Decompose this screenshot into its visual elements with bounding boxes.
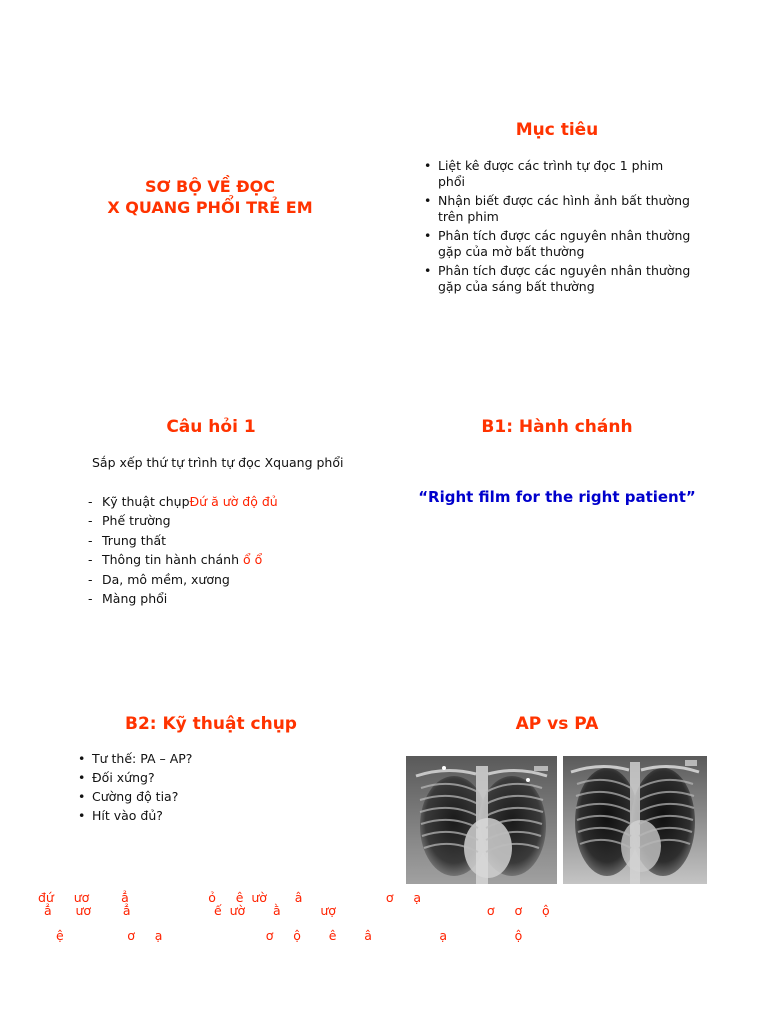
b2-item-text: Hít vào đủ? [92, 808, 163, 823]
question1-list [88, 492, 388, 608]
objectives-title: Mục tiêu [515, 120, 599, 140]
list-item [88, 531, 388, 550]
item-text: Màng phổi [102, 591, 168, 607]
pa-xray-image [563, 756, 707, 884]
b2-item-text: Cường độ tia? [92, 789, 179, 804]
cover-title-line2: X QUANG PHỔI TRẺ EM [107, 198, 313, 217]
dash-icon: - [88, 591, 93, 607]
list-item [88, 570, 388, 589]
objective-text: Phân tích được các nguyên nhân thường gặp của sáng bất thường [438, 263, 691, 294]
item-text: Da, mô mềm, xương [102, 571, 230, 587]
list-item [78, 770, 318, 786]
list-item [424, 228, 694, 260]
bullet-icon: • [424, 193, 432, 208]
b2-list [78, 751, 318, 827]
ap-xray-image [406, 756, 557, 884]
dash-icon: - [88, 552, 93, 568]
dash-icon: - [88, 532, 93, 548]
bottom-fragment-line1: đứ ươ ẳ ỏ ê ườ â ơ ạ [38, 890, 422, 905]
b2-item-text: Tư thế: PA – AP? [92, 751, 193, 766]
b1-title: B1: Hành chánh [481, 417, 633, 437]
question1-title: Câu hỏi 1 [166, 417, 256, 437]
cover-title-line1: SƠ BỘ VỀ ĐỌC [144, 177, 276, 196]
list-item [424, 263, 694, 295]
ap-xray-graphic [406, 756, 557, 884]
list-item [78, 789, 318, 805]
objective-text: Nhận biết được các hình ảnh bất thường trên phim [438, 193, 690, 224]
item-text: Kỹ thuật chụp [102, 494, 190, 509]
dash-icon: - [88, 494, 93, 509]
item-text: Thông tin hành chánh [102, 552, 240, 568]
red-fragment: ổ ổ [239, 552, 263, 568]
pa-xray-graphic [563, 756, 707, 884]
bottom-fragment-line3: ệ ơ ạ ơ ộ ê â ạ ộ [56, 928, 523, 943]
list-item [88, 550, 388, 569]
ap-vs-pa-title: AP vs PA [515, 714, 599, 734]
bullet-icon: • [424, 263, 432, 278]
list-item [424, 158, 694, 190]
bullet-icon: • [78, 770, 86, 785]
dash-icon: - [88, 513, 93, 529]
bullet-icon: • [78, 789, 86, 804]
list-item [424, 193, 694, 225]
objective-text: Liệt kê được các trình tự đọc 1 phim phổi [438, 158, 664, 189]
b2-title: B2: Kỹ thuật chụp [125, 714, 297, 734]
list-item [88, 492, 388, 511]
cover-title [60, 176, 360, 218]
bullet-icon: • [424, 228, 432, 243]
b1-quote: “Right film for the right patient” [418, 488, 696, 506]
list-item [88, 511, 388, 530]
list-item [78, 751, 318, 767]
objective-text: Phân tích được các nguyên nhân thường gặp của mờ bất thường [438, 228, 691, 259]
dash-icon: - [88, 571, 93, 587]
b2-item-text: Đối xứng? [92, 770, 155, 785]
bullet-icon: • [424, 158, 432, 173]
bottom-fragment-line2: ẳ ươ ẳ ế ườ ằ ượ ơ ơ ộ [44, 903, 550, 918]
list-item [78, 808, 318, 824]
objectives-list [424, 158, 694, 298]
item-text: Phế trường [102, 513, 171, 529]
item-text: Trung thất [102, 532, 167, 548]
list-item [88, 589, 388, 608]
red-fragment: Đứ ă ườ độ đủ [189, 494, 278, 509]
bullet-icon: • [78, 808, 86, 823]
bullet-icon: • [78, 751, 86, 766]
question1-intro: Sắp xếp thứ tự trình tự đọc Xquang phổi [92, 455, 344, 470]
